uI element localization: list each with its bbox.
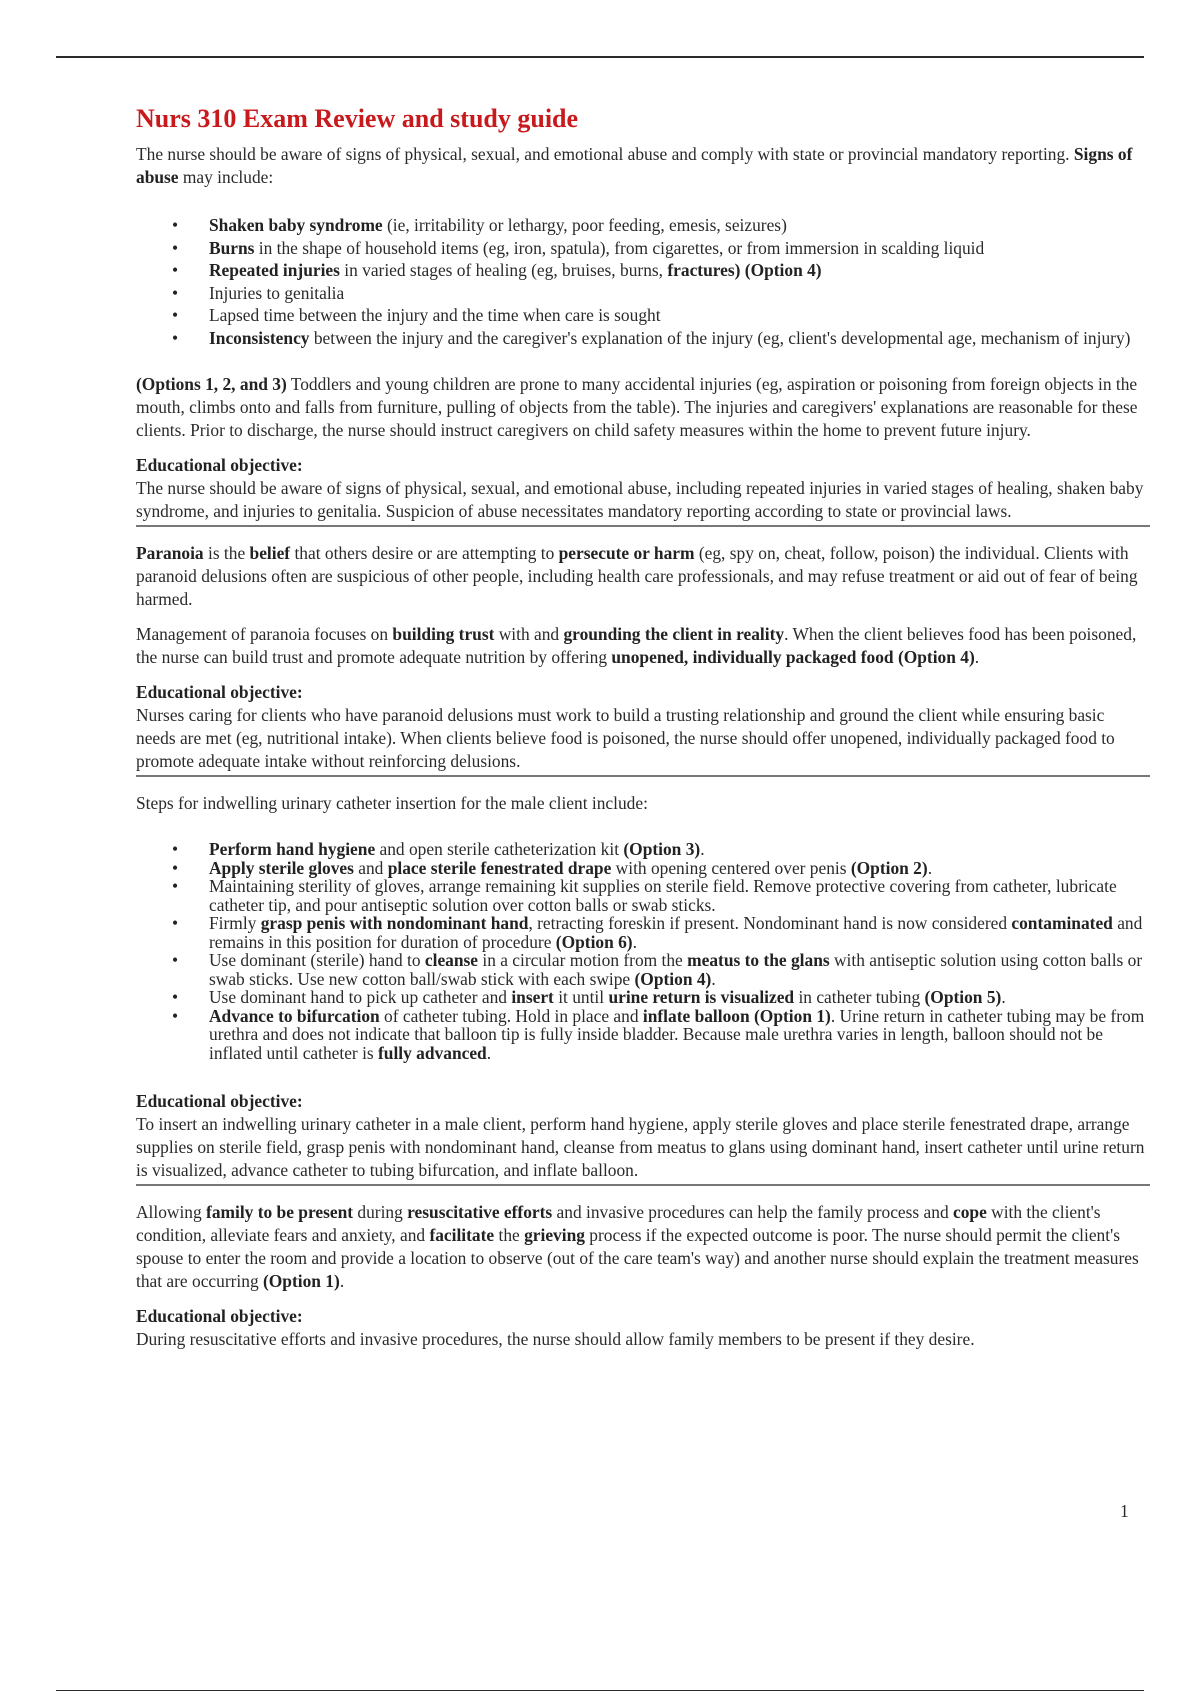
list-item: • Advance to bifurcation of catheter tubing. Hold in place and inflate balloon (Option 1). Urine return in catheter tubing may be from urethra and does not indicate that balloon tip is fully inside bladder. Because male urethra varies in length, balloon should not be inflated until catheter is fully advanced.: [136, 1007, 1146, 1063]
educational-objective-text: During resuscitative efforts and invasive procedures, the nurse should allow family members to be present if they desire.: [136, 1329, 975, 1349]
list-item: • Lapsed time between the injury and the time when care is sought: [136, 304, 1146, 327]
educational-objective-text: To insert an indwelling urinary catheter in a male client, perform hand hygiene, apply sterile gloves and place sterile fenestrated drape, arrange supplies on sterile field, grasp penis with nondominant hand, cleanse from meatus to glans using dominant hand, insert catheter until urine return is visualized, advance catheter to tubing bifurcation, and inflate balloon.: [136, 1114, 1145, 1180]
abuse-intro: The nurse should be aware of signs of physical, sexual, and emotional abuse and comply with state or provincial mandatory reporting. Signs of abuse may include:: [136, 144, 1133, 187]
list-item: • Use dominant (sterile) hand to cleanse in a circular motion from the meatus to the glans with antiseptic solution using cotton balls or swab sticks. Use new cotton ball/swab stick with each swipe (Option 4).: [136, 951, 1146, 988]
family-presence-paragraph: Allowing family to be present during resuscitative efforts and invasive procedures can help the family process and cope with the client's condition, alleviate fears and anxiety, and facilitate the grieving process if the expected outcome is poor. The nurse should permit the client's spouse to enter the room and provide a location to observe (out of the care team's way) and another nurse should explain the treatment measures that are occurring (Option 1).: [136, 1202, 1139, 1291]
paranoia-management-paragraph: Management of paranoia focuses on building trust with and grounding the client in reality. When the client believes food has been poisoned, the nurse can build trust and promote adequate nutrition by offering unopened, individually packaged food (Option 4).: [136, 624, 1137, 667]
educational-objective-label: Educational objective:: [136, 1306, 303, 1326]
abuse-signs-list: [136, 214, 1146, 348]
educational-objective-label: Educational objective:: [136, 455, 303, 475]
list-item: • Injuries to genitalia: [136, 282, 1146, 305]
catheter-steps-list: [136, 840, 1146, 1062]
list-item: • Burns in the shape of household items (eg, iron, spatula), from cigarettes, or from immersion in scalding liquid: [136, 237, 1146, 260]
footer-rule: [56, 1690, 1144, 1691]
options-paragraph: (Options 1, 2, and 3) Toddlers and young children are prone to many accidental injuries (eg, aspiration or poisoning from foreign objects in the mouth, climbs onto and falls from furniture, pulling of objects from the table). The injuries and caregivers' explanations are reasonable for these clients. Prior to discharge, the nurse should instruct caregivers on child safety measures within the home to prevent future injury.: [136, 374, 1138, 440]
section-divider: [136, 775, 1150, 777]
document-page: [136, 102, 1146, 1351]
list-item: • Use dominant hand to pick up catheter and insert it until urine return is visualized in catheter tubing (Option 5).: [136, 988, 1146, 1007]
list-item: • Repeated injuries in varied stages of healing (eg, bruises, burns, fractures) (Option 4): [136, 259, 1146, 282]
list-item: • Maintaining sterility of gloves, arrange remaining kit supplies on sterile field. Remove protective covering from catheter, lubricate catheter tip, and pour antiseptic solution over cotton balls or swab sticks.: [136, 877, 1146, 914]
educational-objective-text: Nurses caring for clients who have paranoid delusions must work to build a trusting relationship and ground the client while ensuring basic needs are met (eg, nutritional intake). When clients believe food is poisoned, the nurse should offer unopened, individually packaged food to promote adequate intake without reinforcing delusions.: [136, 705, 1115, 771]
educational-objective-label: Educational objective:: [136, 1091, 303, 1111]
document-title: Nurs 310 Exam Review and study guide: [136, 104, 579, 133]
header-rule: [56, 56, 1144, 58]
educational-objective-text: The nurse should be aware of signs of physical, sexual, and emotional abuse, including repeated injuries in varied stages of healing, shaken baby syndrome, and injuries to genitalia. Suspicion of abuse necessitates mandatory reporting according to state or provincial laws.: [136, 478, 1144, 521]
catheter-intro: Steps for indwelling urinary catheter insertion for the male client include:: [136, 793, 648, 813]
section-divider: [136, 525, 1150, 527]
section-divider: [136, 1184, 1150, 1186]
educational-objective-label: Educational objective:: [136, 682, 303, 702]
list-item: • Apply sterile gloves and place sterile fenestrated drape with opening centered over penis (Option 2).: [136, 859, 1146, 878]
list-item: • Firmly grasp penis with nondominant hand, retracting foreskin if present. Nondominant hand is now considered contaminated and remains in this position for duration of procedure (Option 6).: [136, 914, 1146, 951]
list-item: • Shaken baby syndrome (ie, irritability or lethargy, poor feeding, emesis, seizures): [136, 214, 1146, 237]
list-item: • Inconsistency between the injury and the caregiver's explanation of the injury (eg, client's developmental age, mechanism of injury): [136, 329, 1146, 349]
list-item: • Perform hand hygiene and open sterile catheterization kit (Option 3).: [136, 840, 1146, 859]
page-number: 1: [1120, 1501, 1129, 1521]
paranoia-paragraph: Paranoia is the belief that others desire or are attempting to persecute or harm (eg, spy on, cheat, follow, poison) the individual. Clients with paranoid delusions often are suspicious of other people, including health care professionals, and may refuse treatment or aid out of fear of being harmed.: [136, 543, 1138, 609]
